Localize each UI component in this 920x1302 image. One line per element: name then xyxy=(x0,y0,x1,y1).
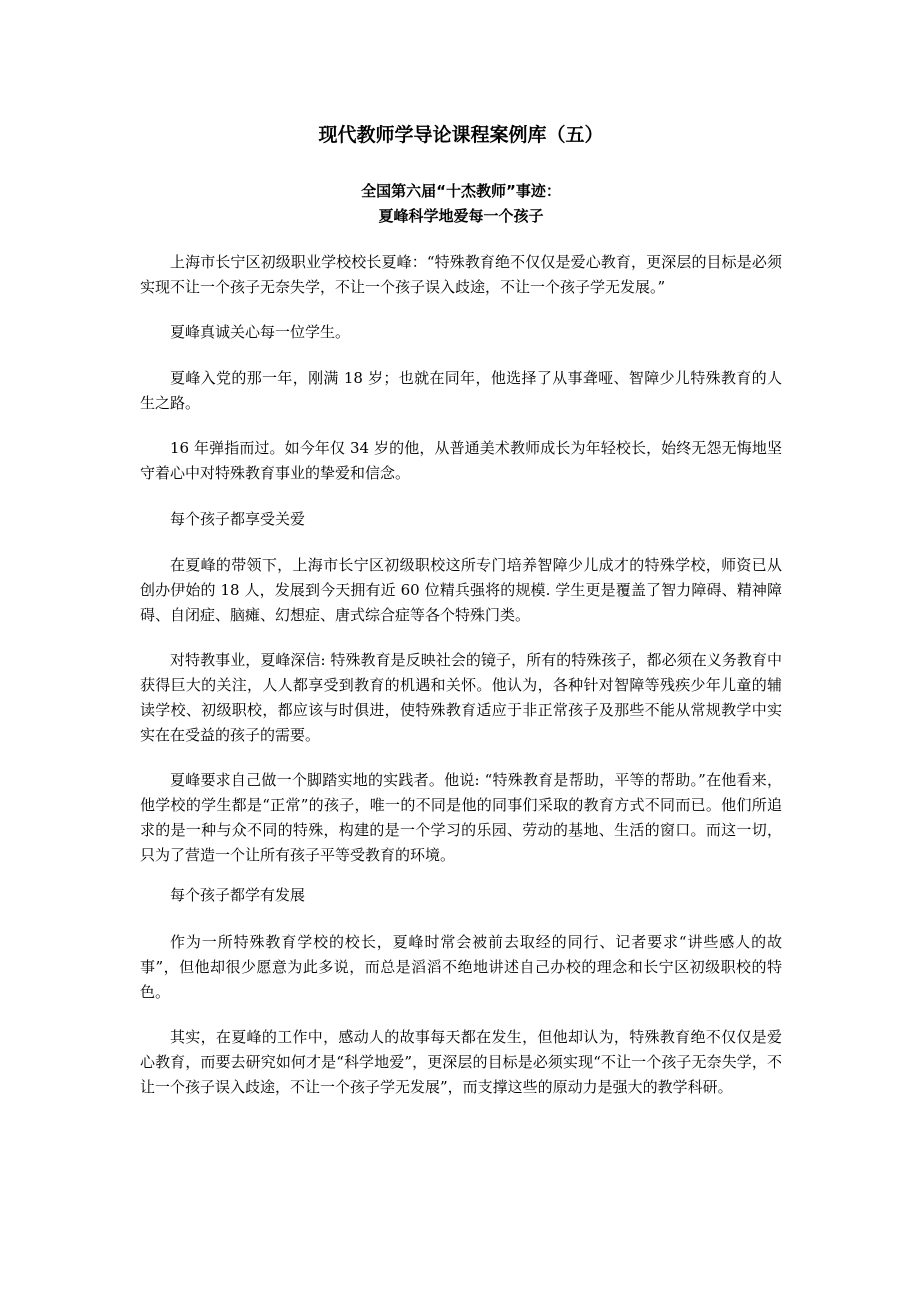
subtitle-line-2: 夏峰科学地爱每一个孩子 xyxy=(378,207,544,225)
document-title: 现代教师学导论课程案例库（五） xyxy=(318,124,604,146)
section-heading-care: 每个孩子都享受关爱 xyxy=(170,510,306,528)
paragraph-career-start: 夏峰入党的那一年，刚满 18 岁；也就在同年，他选择了从事聋哑、智障少儿特殊教育的人生之路。 xyxy=(140,369,782,412)
paragraph-quote: 上海市长宁区初级职业学校校长夏峰：“特殊教育绝不仅仅是爱心教育，更深层的目标是必须实现不让一个孩子无奈失学，不让一个孩子误入歧途，不让一个孩子学无发展。” xyxy=(140,253,782,296)
paragraph-research: 其实，在夏峰的工作中，感动人的故事每天都在发生，但他却认为，特殊教育绝不仅仅是爱心教育，而要去研究如何才是“科学地爱”，更深层的目标是必须实现“不让一个孩子无奈失学，不让一个孩子误入歧途，不让一个孩子学无发展”，而支撑这些的原动力是强大的教学科研。 xyxy=(140,1028,782,1096)
paragraph-practice: 夏峰要求自己做一个脚踏实地的实践者。他说: “特殊教育是帮助，平等的帮助。”在他看来，他学校的学生都是“正常”的孩子，唯一的不同是他的同事们采取的教育方式不同而已。他们所追求的是一种与众不同的特殊，构建的是一个学习的乐园、劳动的基地、生活的窗口。而这一切，只为了营造一个让所有孩子平等受教育的环境。 xyxy=(140,771,782,864)
document-page xyxy=(140,0,782,1302)
paragraph-belief: 对特教事业，夏峰深信: 特殊教育是反映社会的镜子，所有的特殊孩子，都必须在义务教育中获得巨大的关注，人人都享受到教育的机遇和关怀。他认为，各种针对智障等残疾少年儿童的辅读学校、初级职校，都应该与时俱进，使特殊教育适应于非正常孩子及那些不能从常规教学中实实在在受益的孩子的需要。 xyxy=(140,651,782,744)
paragraph-principal: 作为一所特殊教育学校的校长，夏峰时常会被前去取经的同行、记者要求“讲些感人的故事”，但他却很少愿意为此多说，而总是滔滔不绝地讲述自己办校的理念和长宁区初级职校的特色。 xyxy=(140,933,782,1001)
subtitle-line-1: 全国第六届“十杰教师”事迹： xyxy=(361,182,561,200)
paragraph-care: 夏峰真诚关心每一位学生。 xyxy=(170,323,351,341)
paragraph-school-growth: 在夏峰的带领下，上海市长宁区初级职校这所专门培养智障少儿成才的特殊学校，师资已从创办伊始的 18 人，发展到今天拥有近 60 位精兵强将的规模. 学生更是覆盖了智力障碍、精神障碍、自闭症、脑瘫、幻想症、唐式综合症等各个特殊门类。 xyxy=(140,556,782,624)
section-heading-development: 每个孩子都学有发展 xyxy=(170,886,306,904)
paragraph-sixteen-years: 16 年弹指而过。如今年仅 34 岁的他，从普通美术教师成长为年轻校长，始终无怨无悔地坚守着心中对特殊教育事业的挚爱和信念。 xyxy=(140,439,782,482)
